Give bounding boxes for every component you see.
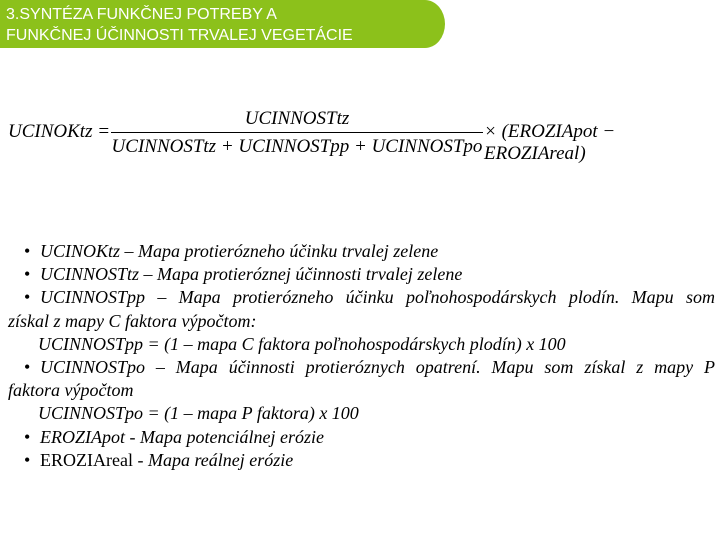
formula-rhs: × (EROZIApot − EROZIAreal)	[484, 121, 616, 164]
formula-lhs: UCINOKtz =	[8, 121, 111, 142]
bullet-icon: •	[24, 426, 31, 447]
formula-numerator: UCINNOSTtz	[244, 108, 350, 129]
list-item	[8, 426, 715, 449]
bullet-icon: •	[24, 449, 31, 470]
item-continuation: faktora výpočtom	[8, 380, 134, 401]
list-item	[8, 286, 715, 309]
fraction-bar	[111, 132, 483, 133]
slide-title: 3.SYNTÉZA FUNKČNEJ POTREBY A FUNKČNEJ ÚČINNOSTI TRVALEJ VEGETÁCIE	[6, 6, 353, 44]
item-text: UCINNOSTtz – Mapa protieróznej účinnosti trvalej zelene	[40, 264, 463, 285]
item-text: EROZIApot - Mapa potenciálnej erózie	[40, 426, 324, 447]
formula-fraction	[111, 108, 483, 158]
equation-line: UCINNOSTpp = (1 – mapa C faktora poľnohospodárskych plodín) x 100	[38, 333, 566, 354]
item-text: UCINNOSTpo – Mapa účinnosti protieróznych opatrení. Mapu som získal z mapy P	[40, 357, 715, 378]
item-text: UCINNOSTpp – Mapa protierózneho účinku poľnohospodárskych plodín. Mapu som	[40, 287, 715, 308]
bullet-icon: •	[24, 241, 31, 261]
list-item	[8, 356, 715, 379]
bullet-icon: •	[24, 357, 31, 378]
list-item	[8, 240, 715, 263]
title-banner	[0, 0, 445, 48]
item-text: UCINOKtz – Mapa protierózneho účinku trvalej zelene	[40, 241, 439, 261]
formula	[8, 108, 714, 164]
bullet-icon: •	[24, 287, 31, 308]
definitions-list	[8, 240, 715, 472]
item-name: EROZIAreal -	[40, 449, 144, 470]
formula-denominator: UCINNOSTtz + UCINNOSTpp + UCINNOSTpo	[111, 136, 483, 157]
list-item	[8, 449, 715, 472]
list-item	[8, 263, 715, 286]
equation-line: UCINNOSTpo = (1 – mapa P faktora) x 100	[38, 403, 359, 424]
bullet-icon: •	[24, 264, 31, 285]
item-text: Mapa reálnej erózie	[143, 449, 294, 470]
item-continuation: získal z mapy C faktora výpočtom:	[8, 310, 257, 331]
